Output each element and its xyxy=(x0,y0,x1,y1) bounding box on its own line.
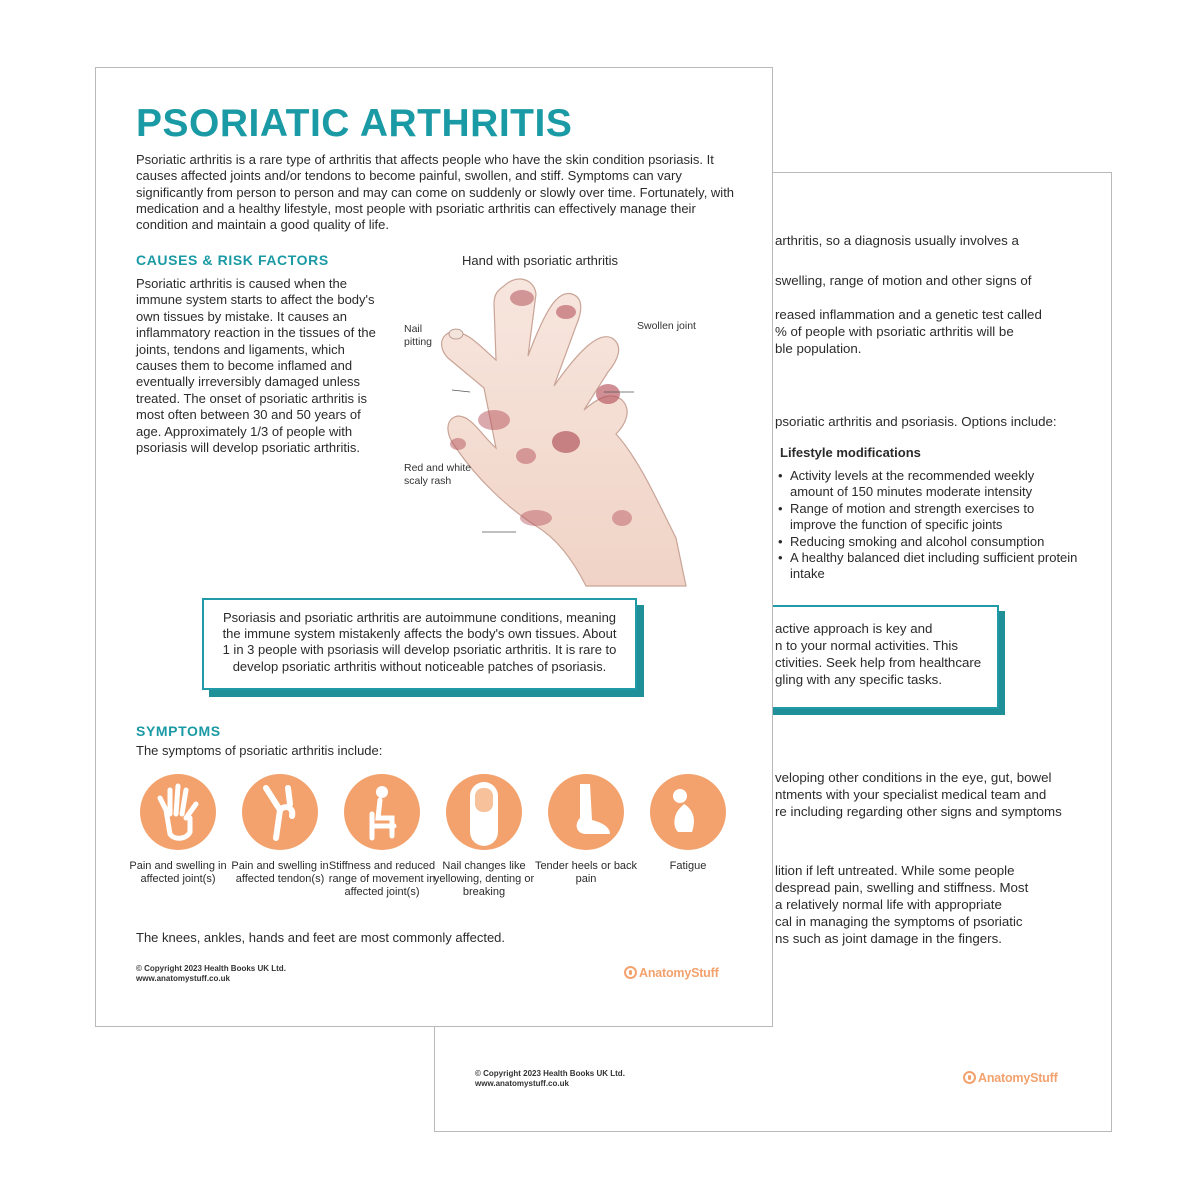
symptom-label: Stiffness and reduced range of movement in affected joint(s) xyxy=(328,860,436,899)
back-text-line: despread pain, swelling and stiffness. Most xyxy=(775,880,1029,895)
hand-pain-icon xyxy=(140,774,216,850)
heel-pain-icon xyxy=(548,774,624,850)
symptom-item xyxy=(531,774,641,886)
back-box-line: n to your normal activities. This xyxy=(775,638,959,653)
fatigue-icon xyxy=(650,774,726,850)
symptoms-intro: The symptoms of psoriatic arthritis include: xyxy=(136,743,383,758)
symptom-label: Pain and swelling in affected tendon(s) xyxy=(231,860,329,886)
intro-paragraph: Psoriatic arthritis is a rare type of arthritis that affects people who have the skin condition psoriasis. It causes affected joints and/or tendons to become painful, swollen, and stiff. Symptoms can vary significantly from person to person and may can come on suddenly or slowly over time. Fortunately, with medication and a healthy lifestyle, most people with psoriatic arthritis can effectively manage their condition and maintain a good quality of life. xyxy=(136,152,735,233)
figure-title: Hand with psoriatic arthritis xyxy=(462,253,619,268)
symptom-label: Pain and swelling in affected joint(s) xyxy=(129,860,227,886)
back-text-line: a relatively normal life with appropriate xyxy=(775,897,1002,912)
back-text-line: ble population. xyxy=(775,341,862,356)
list-item: • Reducing smoking and alcohol consumption xyxy=(778,534,1080,550)
lifestyle-heading: Lifestyle modifications xyxy=(780,445,921,460)
causes-paragraph: Psoriatic arthritis is caused when the immune system starts to affect the body's own tissues by mistake. It causes an inflammatory reaction in the tissues of the joints, tendons and ligaments, which causes them to become inflamed and eventually irreversibly damaged unless treated. The onset of psoriatic arthritis is most often between 30 and 50 years of age. Approximately 1/3 of people with psoriasis will develop psoriatic arthritis. xyxy=(136,276,376,456)
back-text-line: cal in managing the symptoms of psoriatic xyxy=(775,914,1023,929)
front-logo: AnatomyStuff xyxy=(624,966,719,980)
back-box-line: ctivities. Seek help from healthcare xyxy=(775,655,982,670)
symptom-item xyxy=(633,774,743,873)
affected-areas-note: The knees, ankles, hands and feet are most commonly affected. xyxy=(136,930,506,945)
causes-heading: CAUSES & RISK FACTORS xyxy=(136,252,329,268)
page-title: PSORIATIC ARTHRITIS xyxy=(136,102,573,145)
symptom-label: Nail changes like yellowing, denting or breaking xyxy=(433,860,535,899)
back-text-line: veloping other conditions in the eye, gut, bowel xyxy=(775,770,1052,785)
nail-change-icon xyxy=(446,774,522,850)
stiffness-icon xyxy=(344,774,420,850)
back-text-line: lition if left untreated. While some people xyxy=(775,863,1015,878)
autoimmune-callout: Psoriasis and psoriatic arthritis are autoimmune conditions, meaning the immune system mistakenly affects the body's own tissues. About 1 in 3 people with psoriasis will develop psoriatic arthritis. It is rare to develop psoriatic arthritis without noticeable patches of psoriasis. xyxy=(202,598,637,690)
back-copyright: © Copyright 2023 Health Books UK Ltd. www.anatomystuff.co.uk xyxy=(475,1069,625,1088)
label-nail-pitting: Nail pitting xyxy=(404,323,433,348)
back-text-line: arthritis, so a diagnosis usually involves a xyxy=(775,233,1019,248)
knee-pain-icon xyxy=(242,774,318,850)
front-page xyxy=(95,67,773,1027)
logo-icon xyxy=(624,966,637,979)
back-box-line: active approach is key and xyxy=(775,621,933,636)
symptom-item xyxy=(327,774,437,900)
lifestyle-list xyxy=(778,468,1080,583)
symptom-label: Tender heels or back pain xyxy=(534,860,638,886)
back-text-line: % of people with psoriatic arthritis will be xyxy=(775,324,1014,339)
symptoms-heading: SYMPTOMS xyxy=(136,723,221,739)
back-box-line: gling with any specific tasks. xyxy=(775,672,943,687)
back-text-line: swelling, range of motion and other signs of xyxy=(775,273,1032,288)
list-item: • Activity levels at the recommended weekly amount of 150 minutes moderate intensity xyxy=(778,468,1080,501)
list-item: • A healthy balanced diet including sufficient protein intake xyxy=(778,550,1080,583)
back-logo: AnatomyStuff xyxy=(963,1071,1058,1085)
symptom-item xyxy=(123,774,233,886)
symptom-item xyxy=(429,774,539,900)
logo-icon xyxy=(963,1071,976,1084)
hand-illustration xyxy=(386,268,746,588)
label-swollen-joint: Swollen joint xyxy=(637,320,696,332)
back-text-line: ns such as joint damage in the fingers. xyxy=(775,931,1002,946)
back-text-line: reased inflammation and a genetic test called xyxy=(775,307,1042,322)
label-scaly-rash: Red and white scaly rash xyxy=(404,462,472,487)
symptom-label: Fatigue xyxy=(669,860,707,872)
back-text-line: re including regarding other signs and symptoms xyxy=(775,804,1062,819)
back-text-line: ntments with your specialist medical team and xyxy=(775,787,1047,802)
symptom-item xyxy=(225,774,335,886)
back-text-line: psoriatic arthritis and psoriasis. Options include: xyxy=(775,414,1057,429)
list-item: • Range of motion and strength exercises to improve the function of specific joints xyxy=(778,501,1080,534)
front-copyright: © Copyright 2023 Health Books UK Ltd. www.anatomystuff.co.uk xyxy=(136,964,286,983)
